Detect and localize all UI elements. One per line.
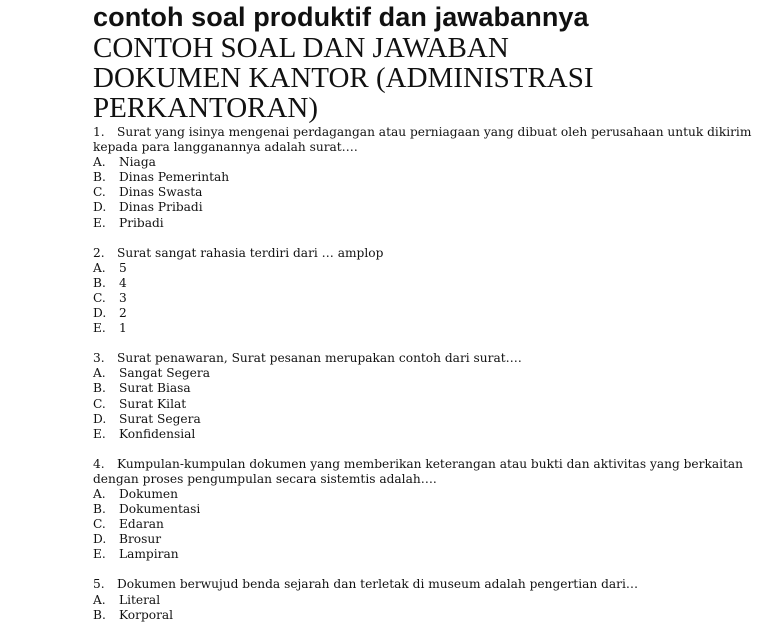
option-letter: C. [93, 517, 106, 532]
answer-option [93, 412, 761, 427]
heading-line: PERKANTORAN) [93, 92, 319, 124]
question-number: 2. [93, 245, 105, 260]
option-text: 5 [119, 260, 127, 275]
option-text: Surat Kilat [119, 396, 187, 411]
heading-line: CONTOH SOAL DAN JAWABAN [93, 32, 509, 64]
question-text-line [93, 577, 761, 592]
option-text: Dinas Swasta [119, 185, 203, 200]
question-number: 1. [93, 125, 105, 139]
option-text: Pribadi [119, 215, 164, 230]
option-text: Niaga [119, 155, 156, 170]
option-text: Brosur [119, 532, 162, 547]
option-letter: E. [93, 215, 106, 230]
option-text: 3 [119, 290, 127, 305]
option-text: 2 [119, 306, 127, 321]
option-text: Dinas Pribadi [119, 200, 203, 215]
answer-option [93, 170, 761, 185]
option-letter: A. [93, 592, 106, 607]
option-letter: A. [93, 366, 106, 381]
document-heading [93, 33, 761, 123]
answer-option [93, 366, 761, 381]
option-text: Surat Segera [119, 411, 201, 426]
option-text: Edaran [119, 517, 164, 532]
question-item [93, 125, 761, 231]
answer-option [93, 608, 761, 623]
question-text-line [93, 351, 761, 366]
option-letter: B. [93, 607, 106, 622]
question-number: 5. [93, 577, 105, 592]
question-number: 3. [93, 351, 105, 366]
option-letter: A. [93, 155, 106, 170]
option-letter: A. [93, 486, 106, 501]
answer-option [93, 381, 761, 396]
option-text: 4 [119, 275, 127, 290]
option-text: Korporal [119, 607, 174, 622]
heading-line: DOKUMEN KANTOR (ADMINISTRASI [93, 62, 594, 94]
question-item [93, 246, 761, 337]
question-item [93, 457, 761, 563]
option-text: Literal [119, 592, 161, 607]
question-text: Kumpulan-kumpulan dokumen yang memberikan keterangan atau bukti dan aktivitas yang berkaitan dengan proses pengumpulan secara sistemtis adalah…. [93, 456, 744, 486]
answer-option [93, 200, 761, 215]
question-text-line [93, 125, 761, 155]
question-item [93, 351, 761, 442]
answer-option [93, 306, 761, 321]
answer-option [93, 593, 761, 608]
option-letter: D. [93, 532, 107, 547]
question-number: 4. [93, 456, 105, 471]
answer-option [93, 261, 761, 276]
option-text: Dokumentasi [119, 502, 201, 517]
question-text: Surat penawaran, Surat pesanan merupakan contoh dari surat…. [117, 351, 522, 366]
option-letter: E. [93, 547, 106, 562]
option-letter: B. [93, 502, 106, 517]
question-text-line [93, 457, 761, 487]
option-letter: E. [93, 321, 106, 336]
option-text: Dinas Pemerintah [119, 170, 230, 185]
option-letter: E. [93, 426, 106, 441]
question-text: Dokumen berwujud benda sejarah dan terletak di museum adalah pengertian dari… [117, 577, 639, 592]
answer-option [93, 276, 761, 291]
page-title: contoh soal produktif dan jawabannya [93, 2, 589, 32]
answer-option [93, 532, 761, 547]
answer-option [93, 502, 761, 517]
answer-option [93, 155, 761, 170]
question-text: Surat sangat rahasia terdiri dari … amplop [117, 245, 384, 260]
answer-option [93, 517, 761, 532]
question-text: Surat yang isinya mengenai perdagangan atau perniagaan yang dibuat oleh perusahaan untuk dikirim kepada para langganannya adalah surat…. [93, 125, 752, 155]
option-letter: C. [93, 396, 106, 411]
document-page [93, 0, 761, 638]
option-text: Dokumen [119, 486, 178, 501]
option-letter: D. [93, 411, 107, 426]
answer-option [93, 397, 761, 412]
option-text: Sangat Segera [119, 366, 210, 381]
question-item [93, 577, 761, 622]
option-text: Lampiran [119, 547, 179, 562]
answer-option [93, 547, 761, 562]
option-letter: C. [93, 290, 106, 305]
answer-option [93, 487, 761, 502]
option-letter: C. [93, 185, 106, 200]
answer-option [93, 216, 761, 231]
option-letter: A. [93, 260, 106, 275]
option-letter: D. [93, 200, 107, 215]
question-text-line [93, 246, 761, 261]
option-text: Konfidensial [119, 426, 196, 441]
question-list [93, 125, 761, 623]
answer-option [93, 185, 761, 200]
option-letter: B. [93, 381, 106, 396]
answer-option [93, 291, 761, 306]
option-letter: B. [93, 275, 106, 290]
option-letter: D. [93, 306, 107, 321]
answer-option [93, 427, 761, 442]
option-text: Surat Biasa [119, 381, 191, 396]
option-letter: B. [93, 170, 106, 185]
option-text: 1 [119, 321, 127, 336]
answer-option [93, 321, 761, 336]
